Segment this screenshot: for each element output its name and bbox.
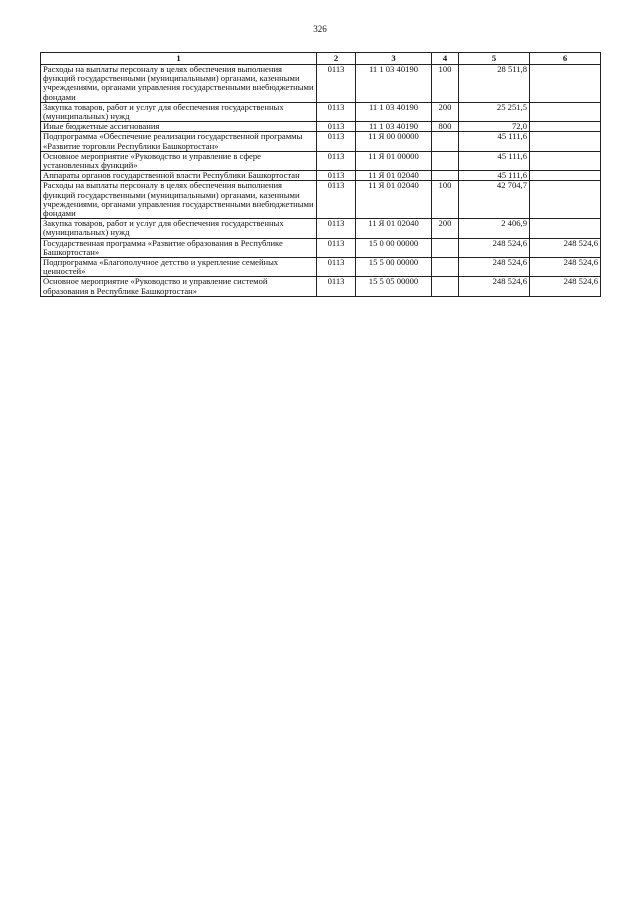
column-header: 4 — [432, 53, 459, 65]
expense-type-cell: 100 — [432, 65, 459, 103]
section-code-cell: 0113 — [317, 132, 356, 151]
expense-type-cell — [432, 151, 459, 170]
amount-cell: 72,0 — [459, 122, 530, 132]
amount-cell: 45 111,6 — [459, 132, 530, 151]
column-header: 2 — [317, 53, 356, 65]
table-row — [41, 122, 601, 132]
table-row — [41, 65, 601, 103]
target-code-cell: 15 0 00 00000 — [356, 238, 432, 257]
table-row — [41, 258, 601, 277]
table-row — [41, 132, 601, 151]
section-code-cell: 0113 — [317, 277, 356, 296]
table-row — [41, 171, 601, 181]
item-name-cell: Аппараты органов государственной власти Республики Башкортостан — [41, 171, 317, 181]
amount-cell — [530, 219, 601, 238]
section-code-cell: 0113 — [317, 65, 356, 103]
amount-cell: 248 524,6 — [530, 258, 601, 277]
item-name-cell: Закупка товаров, работ и услуг для обеспечения государственных (муниципальных) нужд — [41, 102, 317, 121]
amount-cell: 45 111,6 — [459, 171, 530, 181]
table-body — [41, 65, 601, 297]
target-code-cell: 11 Я 01 02040 — [356, 181, 432, 219]
section-code-cell: 0113 — [317, 151, 356, 170]
section-code-cell: 0113 — [317, 258, 356, 277]
expense-type-cell — [432, 171, 459, 181]
amount-cell: 248 524,6 — [459, 258, 530, 277]
amount-cell — [530, 132, 601, 151]
table-row — [41, 277, 601, 296]
section-code-cell: 0113 — [317, 238, 356, 257]
amount-cell: 25 251,5 — [459, 102, 530, 121]
amount-cell: 248 524,6 — [530, 238, 601, 257]
target-code-cell: 11 Я 00 00000 — [356, 132, 432, 151]
amount-cell: 45 111,6 — [459, 151, 530, 170]
amount-cell — [530, 65, 601, 103]
item-name-cell: Основное мероприятие «Руководство и управление системой образования в Республике Башкортостан» — [41, 277, 317, 296]
expense-type-cell: 800 — [432, 122, 459, 132]
item-name-cell: Расходы на выплаты персоналу в целях обеспечения выполнения функций государственными (муниципальными) органами, казенными учреждениями, органами управления государственными внебюджетными фондами — [41, 181, 317, 219]
target-code-cell: 11 1 03 40190 — [356, 102, 432, 121]
item-name-cell: Основное мероприятие «Руководство и управление в сфере установленных функций» — [41, 151, 317, 170]
expense-type-cell — [432, 238, 459, 257]
amount-cell — [530, 102, 601, 121]
column-header: 6 — [530, 53, 601, 65]
amount-cell: 248 524,6 — [459, 238, 530, 257]
section-code-cell: 0113 — [317, 219, 356, 238]
section-code-cell: 0113 — [317, 181, 356, 219]
expense-type-cell — [432, 277, 459, 296]
amount-cell: 28 511,8 — [459, 65, 530, 103]
target-code-cell: 11 1 03 40190 — [356, 65, 432, 103]
table-row — [41, 102, 601, 121]
amount-cell: 248 524,6 — [459, 277, 530, 296]
expense-type-cell: 200 — [432, 102, 459, 121]
target-code-cell: 15 5 05 00000 — [356, 277, 432, 296]
amount-cell: 2 406,9 — [459, 219, 530, 238]
amount-cell — [530, 171, 601, 181]
amount-cell: 42 704,7 — [459, 181, 530, 219]
target-code-cell: 11 Я 01 02040 — [356, 171, 432, 181]
budget-table — [40, 52, 601, 297]
expense-type-cell: 100 — [432, 181, 459, 219]
column-header: 1 — [41, 53, 317, 65]
item-name-cell: Закупка товаров, работ и услуг для обеспечения государственных (муниципальных) нужд — [41, 219, 317, 238]
expense-type-cell — [432, 258, 459, 277]
item-name-cell: Подпрограмма «Обеспечение реализации государственной программы «Развитие торговли Республики Башкортостан» — [41, 132, 317, 151]
section-code-cell: 0113 — [317, 122, 356, 132]
section-code-cell: 0113 — [317, 171, 356, 181]
item-name-cell: Подпрограмма «Благополучное детство и укрепление семейных ценностей» — [41, 258, 317, 277]
target-code-cell: 15 5 00 00000 — [356, 258, 432, 277]
target-code-cell: 11 Я 01 00000 — [356, 151, 432, 170]
target-code-cell: 11 Я 01 02040 — [356, 219, 432, 238]
expense-type-cell: 200 — [432, 219, 459, 238]
page-number: 326 — [313, 24, 327, 34]
table-header-row — [41, 53, 601, 65]
table-row — [41, 219, 601, 238]
amount-cell — [530, 151, 601, 170]
target-code-cell: 11 1 03 40190 — [356, 122, 432, 132]
expense-type-cell — [432, 132, 459, 151]
item-name-cell: Расходы на выплаты персоналу в целях обеспечения выполнения функций государственными (муниципальными) органами, казенными учреждениями, органами управления государственными внебюджетными фондами — [41, 65, 317, 103]
section-code-cell: 0113 — [317, 102, 356, 121]
amount-cell — [530, 181, 601, 219]
item-name-cell: Государственная программа «Развитие образования в Республике Башкортостан» — [41, 238, 317, 257]
item-name-cell: Иные бюджетные ассигнования — [41, 122, 317, 132]
table-row — [41, 238, 601, 257]
amount-cell: 248 524,6 — [530, 277, 601, 296]
column-header: 5 — [459, 53, 530, 65]
column-header: 3 — [356, 53, 432, 65]
table-row — [41, 151, 601, 170]
amount-cell — [530, 122, 601, 132]
table-row — [41, 181, 601, 219]
